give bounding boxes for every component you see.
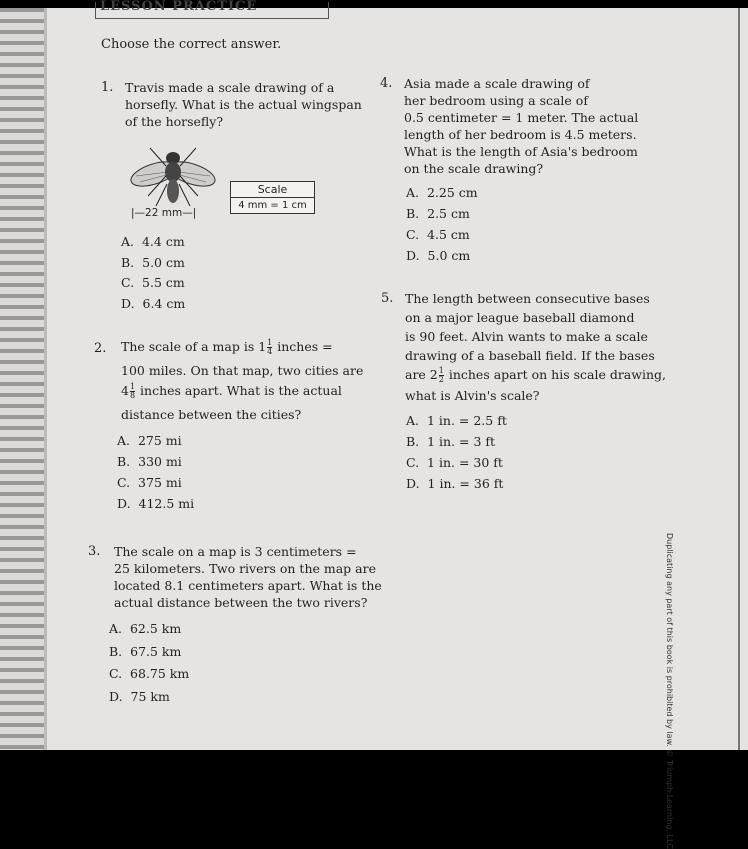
q3-choice-d[interactable] <box>109 689 170 704</box>
choice-text: 375 mi <box>138 475 182 490</box>
fraction-denominator: 8 <box>129 391 136 400</box>
choice-letter: D. <box>406 248 420 263</box>
q5-line5-part-a: are 2 <box>405 367 438 382</box>
choice-text: 2.25 cm <box>426 185 478 200</box>
choice-letter: C. <box>117 475 131 490</box>
choice-letter: D. <box>121 296 135 311</box>
q3-number: 3. <box>88 544 101 559</box>
horsefly-icon <box>128 136 218 208</box>
choice-text: 4.4 cm <box>141 234 185 249</box>
q1-line1: Travis made a scale drawing of a <box>125 80 335 95</box>
choice-text: 67.5 km <box>130 644 182 659</box>
q4-choice-c[interactable] <box>406 227 470 242</box>
q1-line3: of the horsefly? <box>125 114 224 129</box>
wingspan-measure <box>131 207 196 219</box>
choice-text: 1 in. = 2.5 ft <box>426 413 507 428</box>
choice-text: 330 mi <box>138 454 182 469</box>
choice-letter: A. <box>121 234 135 249</box>
fraction-denominator: 4 <box>267 347 273 356</box>
q1-line2: horsefly. What is the actual wingspan <box>125 97 362 112</box>
q2-line1-part-a: The scale of a map is 1 <box>121 339 267 354</box>
fraction-numerator: 1 <box>267 338 273 347</box>
q5-choice-b[interactable] <box>406 434 495 449</box>
q2-fraction-1 <box>267 339 272 356</box>
q2-choice-c[interactable] <box>117 475 182 490</box>
choice-text: 1 in. = 3 ft <box>427 434 496 449</box>
choice-letter: A. <box>117 433 131 448</box>
choice-letter: D. <box>406 476 420 491</box>
choice-text: 2.5 cm <box>427 206 470 221</box>
q5-line5 <box>405 366 666 384</box>
q4-number: 4. <box>380 76 393 91</box>
q5-line2: on a major league baseball diamond <box>405 310 635 325</box>
q2-line1 <box>121 338 333 356</box>
choice-letter: C. <box>406 227 420 242</box>
q3-choice-b[interactable] <box>109 644 181 659</box>
q2-number: 2. <box>94 341 107 356</box>
choice-text: 6.4 cm <box>142 296 186 311</box>
binder-edge <box>44 8 47 750</box>
q1-number: 1. <box>101 80 114 95</box>
copyright-text: Duplicating any part of this book is prohibited by law. © Triumph Learning, LLC <box>665 533 674 849</box>
q5-line3: is 90 feet. Alvin wants to make a scale <box>405 329 648 344</box>
choice-text: 68.75 km <box>130 666 190 681</box>
q5-line4: drawing of a baseball field. If the bases <box>405 348 655 363</box>
page-edge-line <box>738 8 740 750</box>
choice-letter: C. <box>109 666 123 681</box>
q4-line3: 0.5 centimeter = 1 meter. The actual <box>404 110 639 125</box>
choice-letter: D. <box>117 496 131 511</box>
choice-text: 75 km <box>130 689 170 704</box>
q4-choice-d[interactable] <box>406 248 470 263</box>
q2-line3-part-a: 4 <box>121 383 129 398</box>
q1-choice-b[interactable] <box>121 255 185 270</box>
scale-title: Scale <box>257 183 288 196</box>
choice-text: 62.5 km <box>129 621 182 636</box>
choice-letter: A. <box>109 621 123 636</box>
q3-line2: 25 kilometers. Two rivers on the map are <box>114 561 376 576</box>
q5-fraction <box>439 367 444 384</box>
fraction-numerator: 1 <box>129 382 136 391</box>
q4-line5: What is the length of Asia's bedroom <box>404 144 638 159</box>
q5-line1: The length between consecutive bases <box>405 291 650 306</box>
q5-line6: what is Alvin's scale? <box>405 388 540 403</box>
q2-choice-a[interactable] <box>117 433 182 448</box>
binder-rings <box>0 8 44 750</box>
choice-text: 1 in. = 30 ft <box>427 455 503 470</box>
header-title: LESSON PRACTICE <box>100 0 258 14</box>
choice-letter: B. <box>406 206 420 221</box>
copyright-notice <box>662 533 674 849</box>
q2-line2: 100 miles. On that map, two cities are <box>121 363 364 378</box>
q4-choice-b[interactable] <box>406 206 470 221</box>
choice-text: 5.5 cm <box>142 275 185 290</box>
fraction-numerator: 1 <box>438 366 444 375</box>
choice-text: 275 mi <box>137 433 182 448</box>
choice-letter: A. <box>406 185 420 200</box>
choice-letter: C. <box>406 455 420 470</box>
q4-line1: Asia made a scale drawing of <box>404 76 590 91</box>
scale-box <box>230 181 315 214</box>
q4-line6: on the scale drawing? <box>404 161 544 176</box>
q5-choice-a[interactable] <box>406 413 507 428</box>
choice-letter: B. <box>121 255 135 270</box>
instructions: Choose the correct answer. <box>101 37 282 52</box>
q5-line5-part-b: inches apart on his scale drawing, <box>444 367 666 382</box>
q5-choice-c[interactable] <box>406 455 503 470</box>
measure-label: 22 mm <box>145 207 183 219</box>
measure-bracket-icon: |— <box>131 207 146 219</box>
q4-choice-a[interactable] <box>406 185 478 200</box>
q3-choice-c[interactable] <box>109 666 189 681</box>
choice-letter: B. <box>406 434 420 449</box>
q5-choice-d[interactable] <box>406 476 503 491</box>
q2-line3-part-b: inches apart. What is the actual <box>136 383 342 398</box>
q4-line2: her bedroom using a scale of <box>404 93 588 108</box>
q2-line4: distance between the cities? <box>121 407 302 422</box>
q3-choice-a[interactable] <box>109 621 181 636</box>
scale-value: 4 mm = 1 cm <box>231 197 314 213</box>
choice-letter: A. <box>406 413 420 428</box>
q1-choice-c[interactable] <box>121 275 185 290</box>
q2-line3 <box>121 382 342 400</box>
choice-text: 412.5 mi <box>138 496 195 511</box>
choice-letter: B. <box>117 454 131 469</box>
fraction-denominator: 2 <box>438 375 444 384</box>
q2-line1-part-b: inches = <box>273 339 333 354</box>
q1-choice-a[interactable] <box>121 234 185 249</box>
choice-letter: B. <box>109 644 123 659</box>
q2-choice-d[interactable] <box>117 496 194 511</box>
q3-line4: actual distance between the two rivers? <box>114 595 368 610</box>
choice-letter: D. <box>109 689 123 704</box>
measure-bracket-end-icon: —| <box>182 207 197 219</box>
q2-fraction-2 <box>130 383 135 400</box>
q5-number: 5. <box>381 291 394 306</box>
q3-line1: The scale on a map is 3 centimeters = <box>114 544 357 559</box>
choice-text: 4.5 cm <box>427 227 470 242</box>
q3-line3: located 8.1 centimeters apart. What is the <box>114 578 382 593</box>
q2-choice-b[interactable] <box>117 454 182 469</box>
q1-choice-d[interactable] <box>121 296 185 311</box>
choice-text: 1 in. = 36 ft <box>427 476 504 491</box>
q4-line4: length of her bedroom is 4.5 meters. <box>404 127 637 142</box>
choice-letter: C. <box>121 275 135 290</box>
choice-text: 5.0 cm <box>142 255 185 270</box>
choice-text: 5.0 cm <box>427 248 471 263</box>
